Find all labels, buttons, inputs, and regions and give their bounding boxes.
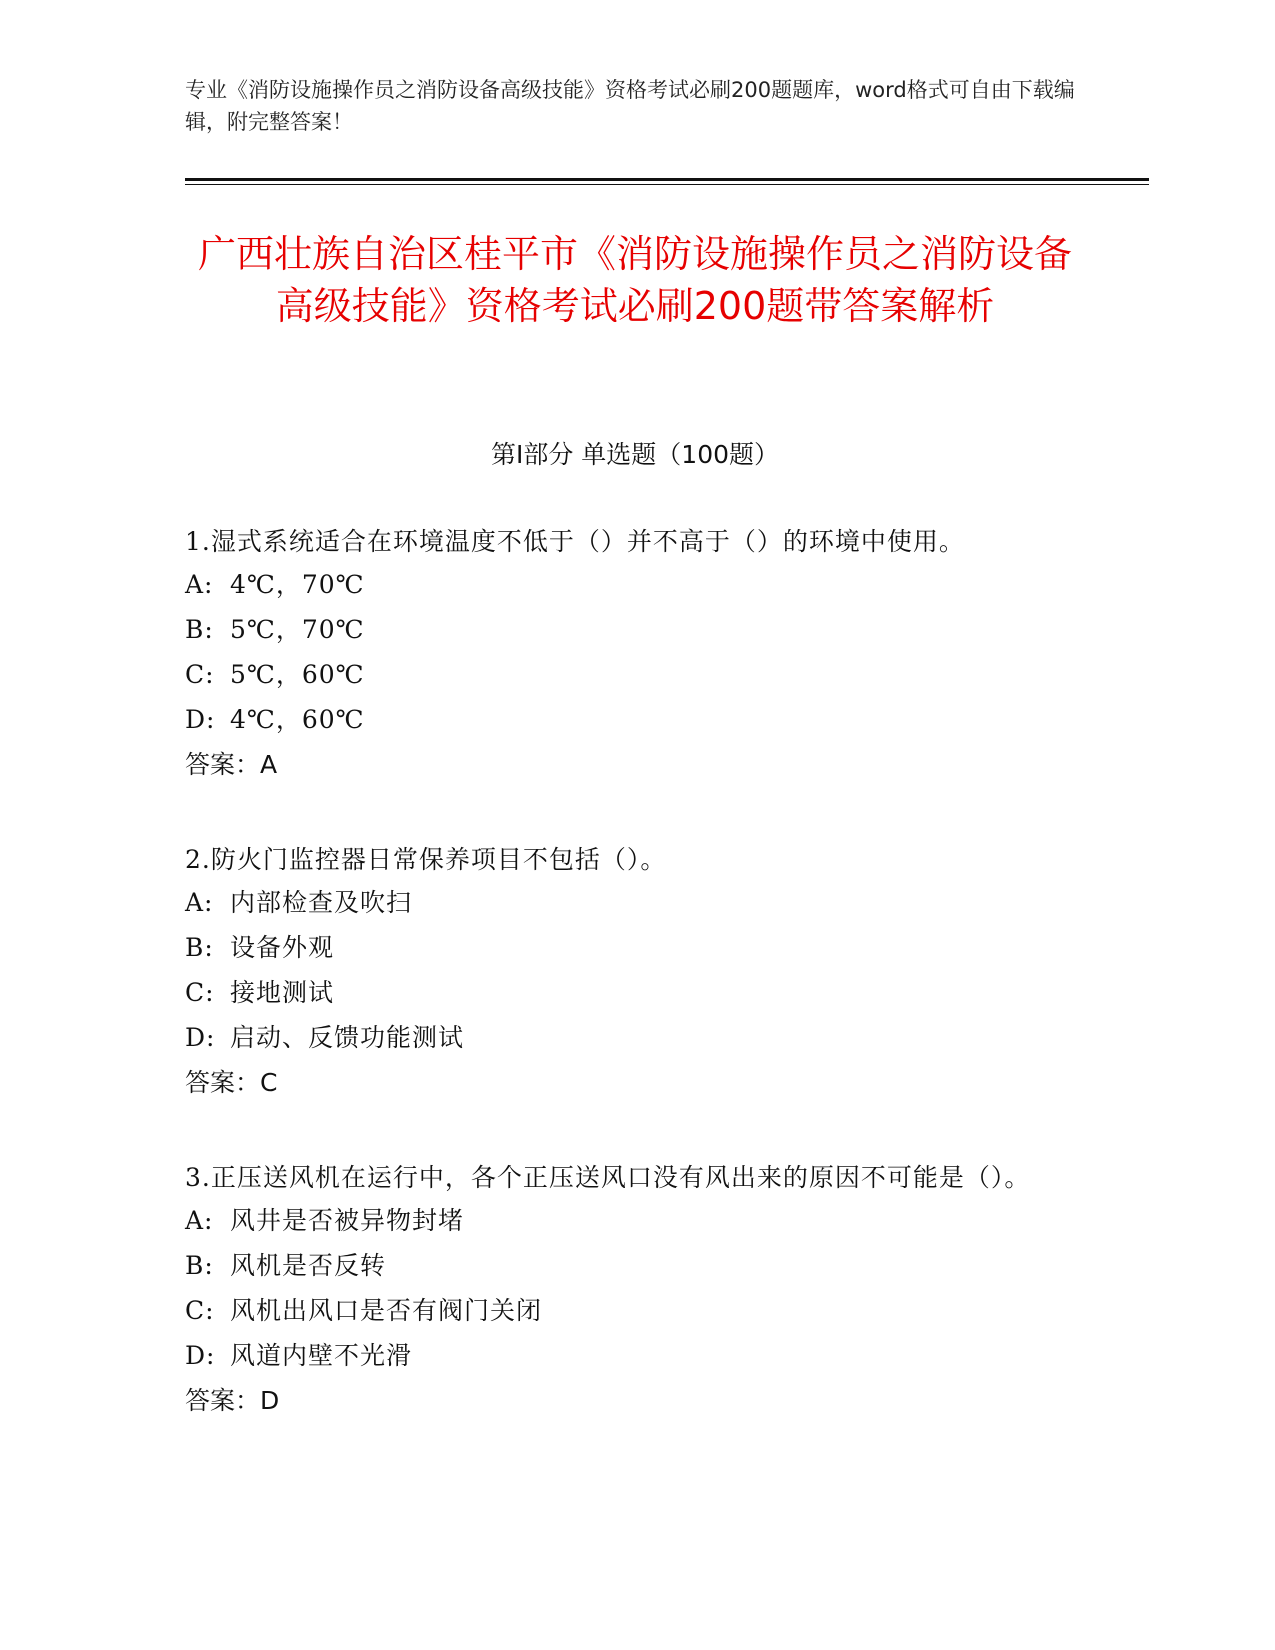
option-text: 风井是否被异物封堵 [230,1206,465,1235]
option-d [185,697,1085,742]
option-text: 5℃，60℃ [230,660,365,689]
question-stem: 1.湿式系统适合在环境温度不低于（）并不高于（）的环境中使用。 [185,527,965,556]
option-d [185,1333,1085,1378]
question-2 [185,840,1085,1105]
option-d [185,1015,1085,1060]
option-label: A: [185,888,214,917]
option-label: D: [185,705,216,734]
document-title: 广西壮族自治区桂平市《消防设施操作员之消防设备高级技能》资格考试必刷200题带答案解析 [197,232,1072,328]
header-note: 专业《消防设施操作员之消防设备高级技能》资格考试必刷200题题库，word格式可自由下载编辑，附完整答案！ [185,78,1075,134]
option-text: 设备外观 [230,933,335,962]
option-text: 内部检查及吹扫 [230,888,413,917]
option-b [185,1243,1085,1288]
question-stem: 2.防火门监控器日常保养项目不包括（）。 [185,845,667,874]
option-text: 接地测试 [230,978,335,1007]
option-label: B: [185,615,214,644]
option-label: B: [185,1251,214,1280]
header-divider-thick [185,178,1149,181]
question-1 [185,522,1085,787]
option-text: 5℃，70℃ [230,615,365,644]
option-c [185,1288,1085,1333]
option-text: 启动、反馈功能测试 [230,1023,465,1052]
option-label: B: [185,933,214,962]
option-b [185,607,1085,652]
option-a [185,880,1085,925]
option-c [185,970,1085,1015]
question-stem: 3.正压送风机在运行中，各个正压送风口没有风出来的原因不可能是（）。 [185,1163,1031,1192]
option-label: D: [185,1341,216,1370]
option-a [185,562,1085,607]
option-text: 风机是否反转 [230,1251,387,1280]
section-heading: 第Ⅰ部分 单选题（100题） [490,440,780,469]
option-label: C: [185,1296,215,1325]
option-text: 4℃，70℃ [230,570,365,599]
option-label: D: [185,1023,216,1052]
answer: 答案：C [185,1068,278,1097]
question-3 [185,1158,1085,1423]
option-c [185,652,1085,697]
option-label: C: [185,660,215,689]
answer: 答案：A [185,750,278,779]
option-a [185,1198,1085,1243]
option-label: C: [185,978,215,1007]
option-b [185,925,1085,970]
option-label: A: [185,570,214,599]
option-text: 风道内壁不光滑 [230,1341,413,1370]
answer: 答案：D [185,1386,280,1415]
option-label: A: [185,1206,214,1235]
option-text: 4℃，60℃ [230,705,365,734]
option-text: 风机出风口是否有阀门关闭 [230,1296,543,1325]
header-divider-thin [185,184,1149,185]
